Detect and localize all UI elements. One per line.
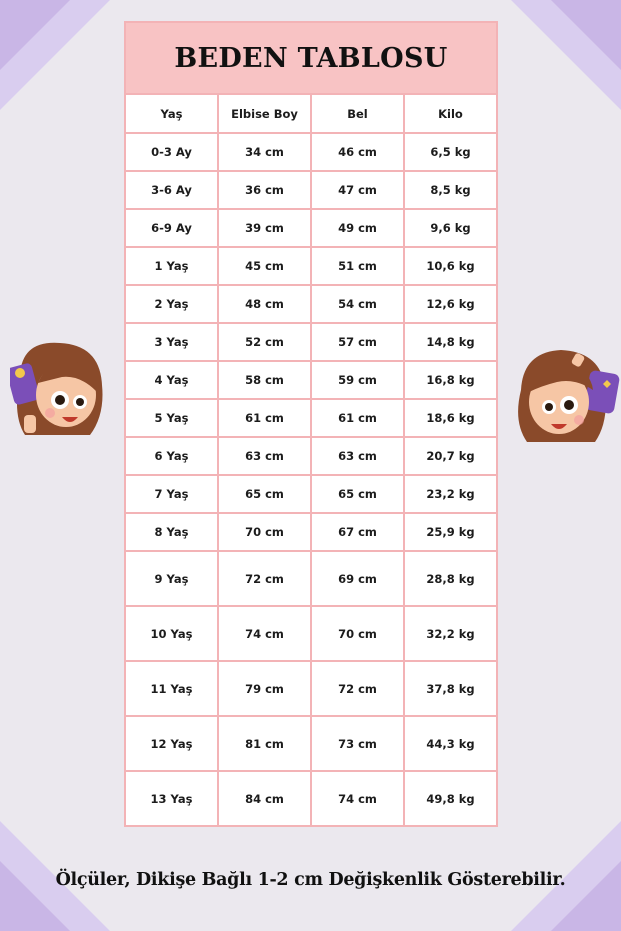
weight-cell: 12,6 kg: [404, 285, 497, 323]
weight-cell: 32,2 kg: [404, 606, 497, 661]
table-row: [125, 716, 497, 771]
age-cell: 10 Yaş: [125, 606, 218, 661]
weight-cell: 44,3 kg: [404, 716, 497, 771]
age-cell: 4 Yaş: [125, 361, 218, 399]
age-cell: 6 Yaş: [125, 437, 218, 475]
table-row: [125, 513, 497, 551]
footer-note: Ölçüler, Dikişe Bağlı 1-2 cm Değişkenlik Gösterebilir.: [55, 870, 566, 890]
waist-cell: 73 cm: [311, 716, 404, 771]
waist-cell: 67 cm: [311, 513, 404, 551]
weight-cell: 8,5 kg: [404, 171, 497, 209]
header-row: [125, 94, 497, 133]
dress-length-cell: 84 cm: [218, 771, 311, 826]
waist-cell: 61 cm: [311, 399, 404, 437]
dress-length-cell: 45 cm: [218, 247, 311, 285]
weight-cell: 9,6 kg: [404, 209, 497, 247]
age-cell: 11 Yaş: [125, 661, 218, 716]
weight-cell: 14,8 kg: [404, 323, 497, 361]
waist-cell: 70 cm: [311, 606, 404, 661]
age-cell: 1 Yaş: [125, 247, 218, 285]
table-row: [125, 247, 497, 285]
weight-cell: 25,9 kg: [404, 513, 497, 551]
column-header-weight: Kilo: [404, 94, 497, 133]
weight-cell: 37,8 kg: [404, 661, 497, 716]
waist-cell: 54 cm: [311, 285, 404, 323]
column-header-dress-length: Elbise Boy: [218, 94, 311, 133]
dress-length-cell: 74 cm: [218, 606, 311, 661]
dress-length-cell: 36 cm: [218, 171, 311, 209]
table-row: [125, 771, 497, 826]
age-cell: 2 Yaş: [125, 285, 218, 323]
waist-cell: 47 cm: [311, 171, 404, 209]
dress-length-cell: 81 cm: [218, 716, 311, 771]
age-cell: 12 Yaş: [125, 716, 218, 771]
table-row: [125, 209, 497, 247]
dress-length-cell: 58 cm: [218, 361, 311, 399]
table-row: [125, 551, 497, 606]
weight-cell: 23,2 kg: [404, 475, 497, 513]
weight-cell: 18,6 kg: [404, 399, 497, 437]
waist-cell: 49 cm: [311, 209, 404, 247]
weight-cell: 20,7 kg: [404, 437, 497, 475]
waist-cell: 59 cm: [311, 361, 404, 399]
dress-length-cell: 79 cm: [218, 661, 311, 716]
weight-cell: 16,8 kg: [404, 361, 497, 399]
dress-length-cell: 39 cm: [218, 209, 311, 247]
waist-cell: 51 cm: [311, 247, 404, 285]
waist-cell: 72 cm: [311, 661, 404, 716]
column-header-waist: Bel: [311, 94, 404, 133]
age-cell: 5 Yaş: [125, 399, 218, 437]
table-row: [125, 475, 497, 513]
column-header-age: Yaş: [125, 94, 218, 133]
age-cell: 9 Yaş: [125, 551, 218, 606]
girl-illustration-left: [10, 335, 110, 440]
table-row: [125, 133, 497, 171]
weight-cell: 10,6 kg: [404, 247, 497, 285]
age-cell: 6-9 Ay: [125, 209, 218, 247]
age-cell: 8 Yaş: [125, 513, 218, 551]
waist-cell: 69 cm: [311, 551, 404, 606]
waist-cell: 57 cm: [311, 323, 404, 361]
table-row: [125, 661, 497, 716]
weight-cell: 6,5 kg: [404, 133, 497, 171]
weight-cell: 28,8 kg: [404, 551, 497, 606]
page-title: BEDEN TABLOSU: [125, 22, 497, 94]
dress-length-cell: 72 cm: [218, 551, 311, 606]
dress-length-cell: 63 cm: [218, 437, 311, 475]
weight-cell: 49,8 kg: [404, 771, 497, 826]
waist-cell: 74 cm: [311, 771, 404, 826]
size-chart-table: [124, 21, 498, 827]
dress-length-cell: 34 cm: [218, 133, 311, 171]
age-cell: 7 Yaş: [125, 475, 218, 513]
table-row: [125, 285, 497, 323]
table-row: [125, 399, 497, 437]
dress-length-cell: 48 cm: [218, 285, 311, 323]
waist-cell: 63 cm: [311, 437, 404, 475]
dress-length-cell: 70 cm: [218, 513, 311, 551]
table-row: [125, 437, 497, 475]
table-row: [125, 323, 497, 361]
corner-ribbon-top-right: [491, 0, 621, 120]
table-row: [125, 606, 497, 661]
dress-length-cell: 65 cm: [218, 475, 311, 513]
waist-cell: 46 cm: [311, 133, 404, 171]
girl-illustration-right: [513, 340, 621, 445]
age-cell: 13 Yaş: [125, 771, 218, 826]
table-row: [125, 171, 497, 209]
table-row: [125, 361, 497, 399]
dress-length-cell: 52 cm: [218, 323, 311, 361]
age-cell: 3-6 Ay: [125, 171, 218, 209]
age-cell: 0-3 Ay: [125, 133, 218, 171]
dress-length-cell: 61 cm: [218, 399, 311, 437]
age-cell: 3 Yaş: [125, 323, 218, 361]
corner-ribbon-top-left: [0, 0, 130, 120]
waist-cell: 65 cm: [311, 475, 404, 513]
